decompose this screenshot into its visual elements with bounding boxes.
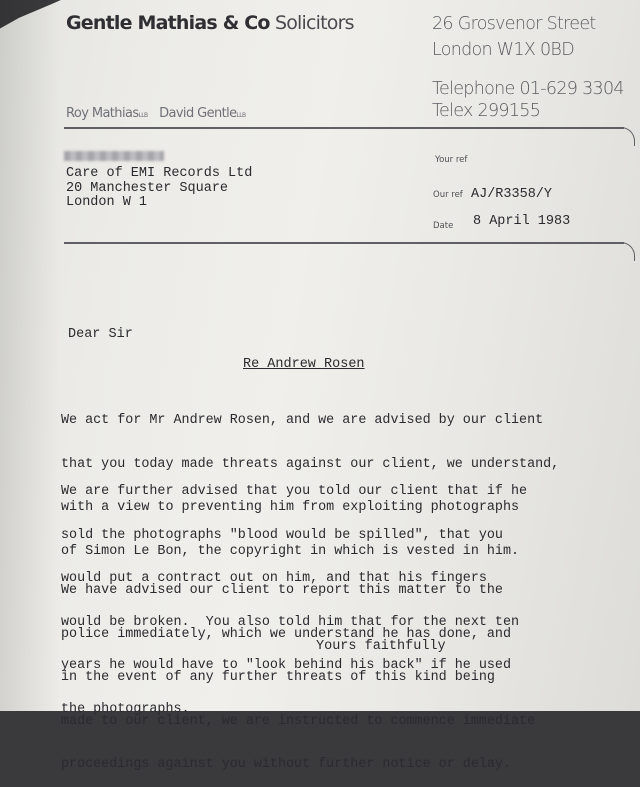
- paragraph-2-line: sold the photographs "blood would be spilled", that you: [61, 527, 503, 543]
- paragraph-3: [61, 555, 621, 787]
- partner-2-suffix: LLB: [236, 112, 246, 119]
- recipient-line-3: London W 1: [66, 195, 148, 210]
- paragraph-1-line: with a view to preventing him from exploiting photographs: [61, 500, 520, 515]
- our-ref-label: Our ref: [433, 190, 463, 200]
- date-value: 8 April 1983: [473, 214, 571, 229]
- paragraph-1-line: that you today made threats against our client, we understand,: [61, 456, 560, 472]
- firm-name-bold: Gentle Mathias & Co: [66, 12, 270, 34]
- address-line-2: London W1X 0BD: [432, 40, 574, 60]
- paragraph-2-line: would put a contract out on him, and that his fingers: [61, 571, 487, 586]
- our-ref-value: AJ/R3358/Y: [471, 187, 553, 202]
- your-ref-label: Your ref: [435, 155, 468, 165]
- paragraph-2-line: We are further advised that you told our client that if he: [61, 484, 528, 499]
- recipient-line-1: Care of EMI Records Ltd: [66, 166, 253, 181]
- paragraph-1-line: of Simon Le Bon, the copyright in which is vested in him.: [61, 543, 520, 559]
- salutation: Dear Sir: [68, 327, 133, 342]
- partners-line: [66, 106, 254, 121]
- partner-2: David Gentle: [159, 106, 237, 121]
- paragraph-3-line: made to our client, we are instructed to commence immediate: [61, 713, 536, 729]
- firm-name: [66, 12, 354, 34]
- paragraph-2-line: the photographs.: [61, 701, 190, 717]
- paragraph-2-line: would be broken. You also told him that for the next ten: [61, 614, 520, 630]
- address-line-1: 26 Grosvenor Street: [432, 14, 596, 34]
- paragraph-1-line: We act for Mr Andrew Rosen, and we are advised by our client: [61, 413, 544, 428]
- header-rule-bottom: [64, 242, 624, 244]
- closing: Yours faithfully: [316, 639, 446, 654]
- date-label: Date: [433, 221, 454, 231]
- partner-1-suffix: LLB: [138, 112, 148, 119]
- header-rule-top: [64, 127, 624, 129]
- paragraph-3-line: proceedings against you without further notice or delay.: [61, 757, 511, 772]
- re-line: Re Andrew Rosen: [243, 357, 365, 372]
- partner-1: Roy Mathias: [66, 106, 139, 121]
- telephone: Telephone 01-629 3304: [432, 79, 624, 99]
- redacted-name: [64, 151, 164, 161]
- telex: Telex 299155: [432, 101, 541, 121]
- firm-name-light: Solicitors: [274, 12, 354, 34]
- paragraph-3-line: We have advised our client to report this matter to the: [61, 583, 503, 598]
- recipient-line-2: 20 Manchester Square: [66, 181, 229, 196]
- paragraph-3-line: in the event of any further threats of this kind being: [61, 670, 495, 685]
- paragraph-2-line: years he would have to "look behind his back" if he used: [61, 658, 511, 673]
- paragraph-3-line: police immediately, which we understand he has done, and: [61, 626, 511, 642]
